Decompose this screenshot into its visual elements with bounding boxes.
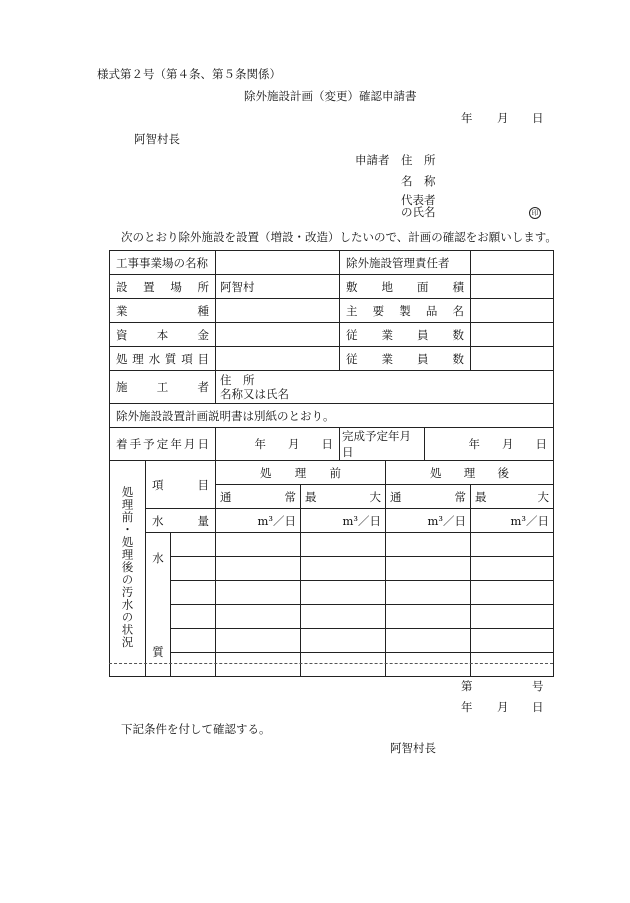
after-label: 処 理 後	[430, 465, 509, 480]
quality-item-6[interactable]	[171, 653, 216, 677]
intro-text: 次のとおり除外施設を設置（増設・改造）したいので、計画の確認をお願いします。	[121, 230, 557, 244]
status-label-cell	[110, 461, 146, 677]
after-max-volume[interactable]: m³／日	[471, 509, 554, 533]
quality-cell[interactable]	[471, 629, 554, 653]
water-volume-label: 水 量	[152, 513, 209, 528]
before-max-volume[interactable]: m³／日	[301, 509, 386, 533]
capital-value[interactable]	[216, 323, 340, 347]
date-year-label: 年	[461, 111, 473, 125]
quality-cell[interactable]	[216, 557, 301, 581]
signer: 阿智村長	[390, 741, 436, 755]
quality-cell[interactable]	[301, 533, 386, 557]
quality-item-4[interactable]	[171, 605, 216, 629]
after-normal-label: 通 常	[390, 489, 467, 504]
treated-items-label: 処 理 水 質 項 目	[116, 351, 209, 366]
footer-year-label: 年	[461, 700, 473, 714]
industry-label: 業 種	[116, 303, 209, 318]
before-normal-label: 通 常	[220, 489, 296, 504]
after-max-label: 最 大	[475, 489, 550, 504]
before-label: 処 理 前	[260, 465, 341, 480]
quality-cell[interactable]	[216, 629, 301, 653]
date-day-label: 日	[532, 111, 544, 125]
after-normal-volume[interactable]: m³／日	[386, 509, 471, 533]
status-label: 処理前・処理後の汚水の状況	[120, 485, 135, 649]
quality-cell[interactable]	[216, 605, 301, 629]
facility-manager-value[interactable]	[471, 251, 554, 275]
quality-item-1[interactable]	[171, 533, 216, 557]
facility-manager-label: 除外施設管理責任者	[340, 251, 471, 275]
applicant-address-label: 住 所	[401, 153, 436, 167]
quality-cell[interactable]	[301, 557, 386, 581]
quality-cell[interactable]	[471, 557, 554, 581]
factory-name-label: 工事事業場の名称	[110, 251, 216, 275]
capital-label: 資 本 金	[116, 327, 209, 342]
quality-cell[interactable]	[471, 533, 554, 557]
completion-date-value[interactable]: 年 月 日	[425, 428, 554, 461]
applicant-rep-label-1: 代表者	[401, 193, 436, 207]
quality-item-5[interactable]	[171, 629, 216, 653]
location-value[interactable]: 阿智村	[216, 275, 340, 299]
seal-mark: 印	[529, 207, 541, 219]
employees-value[interactable]	[471, 323, 554, 347]
employees-value-2[interactable]	[471, 347, 554, 371]
quality-cell[interactable]	[471, 581, 554, 605]
location-label: 設 置 場 所	[116, 279, 209, 294]
applicant-role: 申請者	[355, 153, 390, 167]
quality-cell[interactable]	[386, 581, 471, 605]
quality-cell[interactable]	[301, 629, 386, 653]
quality-item-3[interactable]	[171, 581, 216, 605]
site-area-label: 敷 地 面 積	[346, 279, 464, 294]
application-form-table	[109, 250, 554, 677]
number-suffix: 号	[532, 679, 544, 693]
quality-item-2[interactable]	[171, 557, 216, 581]
confirm-text: 下記条件を付して確認する。	[121, 722, 271, 736]
start-date-label: 着 手 予 定 年 月 日	[116, 437, 209, 451]
number-prefix: 第	[461, 679, 473, 693]
quality-cell[interactable]	[386, 533, 471, 557]
before-normal-volume[interactable]: m³／日	[216, 509, 301, 533]
quality-cell[interactable]	[471, 653, 554, 677]
quality-cell[interactable]	[216, 581, 301, 605]
footer-day-label: 日	[532, 700, 544, 714]
contractor-value[interactable]	[216, 371, 554, 404]
quality-cell[interactable]	[216, 653, 301, 677]
contractor-label: 施 工 者	[116, 380, 209, 394]
contractor-address-label: 住 所	[220, 373, 255, 387]
quality-cell[interactable]	[471, 605, 554, 629]
plan-note: 除外施設設置計画説明書は別紙のとおり。	[110, 404, 554, 428]
footer-month-label: 月	[497, 700, 509, 714]
quality-cell[interactable]	[301, 581, 386, 605]
addressee: 阿智村長	[134, 132, 180, 146]
employees-label: 従 業 員 数	[346, 327, 464, 342]
applicant-name-label: 名 称	[401, 174, 436, 188]
quality-cell[interactable]	[216, 533, 301, 557]
quality-cell[interactable]	[386, 653, 471, 677]
main-products-value[interactable]	[471, 299, 554, 323]
quality-cell[interactable]	[301, 653, 386, 677]
quality-label: 水 質	[152, 550, 164, 659]
start-date-value[interactable]: 年 月 日	[216, 428, 340, 461]
date-month-label: 月	[497, 111, 509, 125]
applicant-rep-label-2: の氏名	[401, 205, 436, 219]
item-label: 項 目	[152, 477, 209, 492]
quality-cell[interactable]	[301, 605, 386, 629]
quality-cell[interactable]	[386, 629, 471, 653]
quality-cell[interactable]	[386, 557, 471, 581]
before-max-label: 最 大	[305, 489, 381, 504]
completion-date-label: 完成予定年月日	[340, 428, 425, 461]
quality-label-cell	[146, 533, 171, 677]
employees-label-2: 従 業 員 数	[346, 351, 464, 366]
treated-items-value[interactable]	[216, 347, 340, 371]
contractor-name-label: 名称又は氏名	[220, 387, 289, 401]
document-title: 除外施設計画（変更）確認申請書	[244, 89, 417, 103]
form-number: 様式第２号（第４条、第５条関係）	[97, 67, 281, 81]
quality-cell[interactable]	[386, 605, 471, 629]
main-products-label: 主 要 製 品 名	[346, 303, 464, 318]
industry-value[interactable]	[216, 299, 340, 323]
separator-line	[109, 663, 553, 664]
site-area-value[interactable]	[471, 275, 554, 299]
factory-name-value[interactable]	[216, 251, 340, 275]
